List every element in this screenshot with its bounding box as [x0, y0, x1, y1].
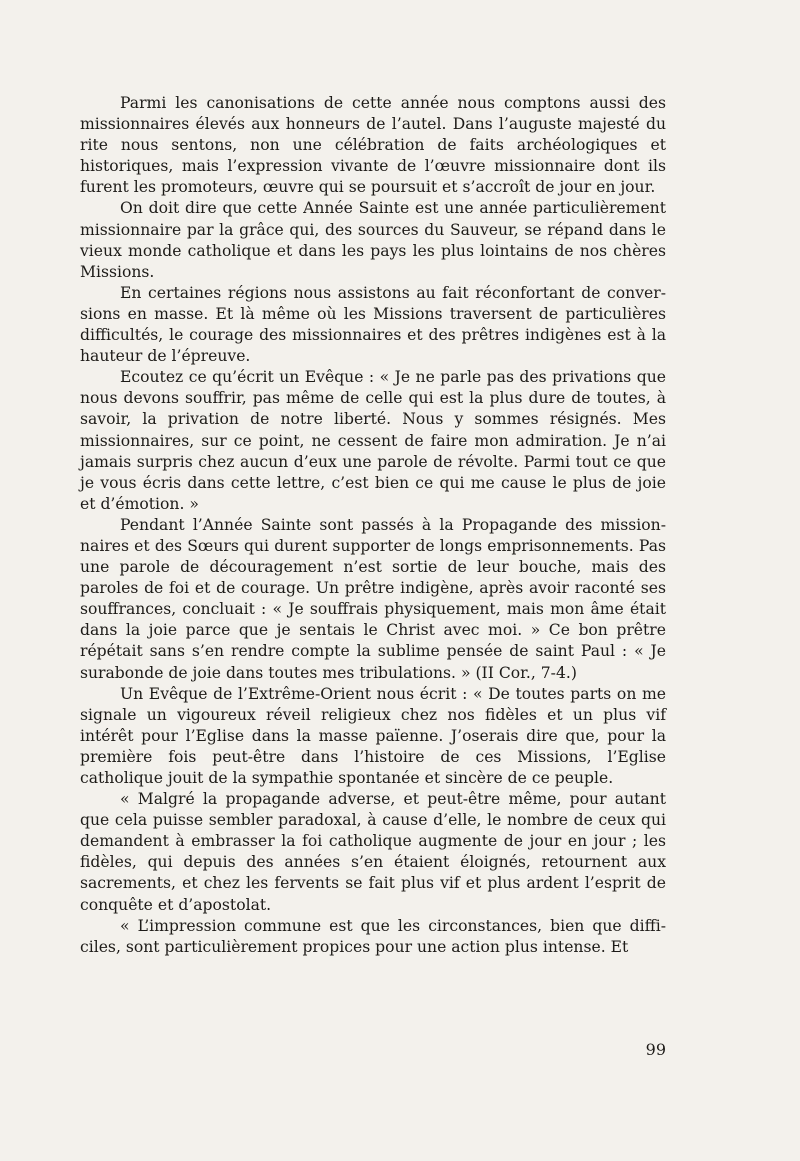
paragraph-5: Pendant l’Année Sainte sont passés à la Propagande des missionnaires et des Sœurs qui durent supporter de longs emprisonnements. Pas une parole de découragement n’est sortie de leur bouche, mais des paroles de foi et de courage. Un prêtre indigène, après avoir raconté ses souffrances, concluait : « Je souffrais physiquement, mais mon âme était dans la joie parce que je sentais le Christ avec moi. » Ce bon prêtre répétait sans s’en rendre compte la sublime pensée de saint Paul : « Je surabonde de joie dans toutes mes tribulations. » (II Cor., 7-4.): [80, 515, 666, 682]
paragraph-1: Parmi les canonisations de cette année nous comptons aussi des missionnaires élevés aux honneurs de l’autel. Dans l’auguste majesté du rite nous sentons, non une célébration de faits archéologiques et historiques, mais l’expression vivante de l’œuvre missionnaire dont ils furent les promoteurs, œuvre qui se poursuit et s’accroît de jour en jour.: [80, 94, 666, 197]
paragraph-8: « L’impression commune est que les circonstances, bien que difficiles, sont particulièrement propices pour une action plus intense. Et: [80, 916, 666, 956]
paragraph-7: « Malgré la propagande adverse, et peut-être même, pour autant que cela puisse sembler paradoxal, à cause d’elle, le nombre de ceux qui demandent à embrasser la foi catholique augmente de jour en jour ; les fidèles, qui depuis des années s’en étaient éloignés, retournent aux sacrements, et chez les fervents se fait plus vif et plus ardent l’esprit de conquête et d’apostolat.: [80, 790, 666, 914]
page-body: [80, 93, 666, 958]
page-number: 99: [645, 1040, 666, 1059]
paragraph-4: Ecoutez ce qu’écrit un Evêque : « Je ne parle pas des privations que nous devons souffrir, pas même de celle qui est la plus dure de toutes, à savoir, la privation de notre liberté. Nous y sommes résignés. Mes missionnaires, sur ce point, ne cessent de faire mon admiration. Je n’ai jamais surpris chez aucun d’eux une parole de révolte. Parmi tout ce que je vous écris dans cette lettre, c’est bien ce qui me cause le plus de joie et d’émotion. »: [80, 368, 666, 513]
paragraph-6: Un Evêque de l’Extrême-Orient nous écrit : « De toutes parts on me signale un vigoureux réveil religieux chez nos fidèles et un plus vif intérêt pour l’Eglise dans la masse païenne. J’oserais dire que, pour la première fois peut-être dans l’histoire de ces Missions, l’Eglise catholique jouit de la sympathie spontanée et sincère de ce peuple.: [80, 684, 666, 787]
paragraph-2: On doit dire que cette Année Sainte est une année particulièrement missionnaire par la grâce qui, des sources du Sauveur, se répand dans le vieux monde catholique et dans les pays les plus lointains de nos chères Missions.: [80, 199, 666, 281]
paragraph-3: En certaines régions nous assistons au fait réconfortant de conversions en masse. Et là même où les Missions traversent de particulières difficultés, le courage des missionnaires et des prêtres indigènes est à la hauteur de l’épreuve.: [80, 283, 666, 366]
